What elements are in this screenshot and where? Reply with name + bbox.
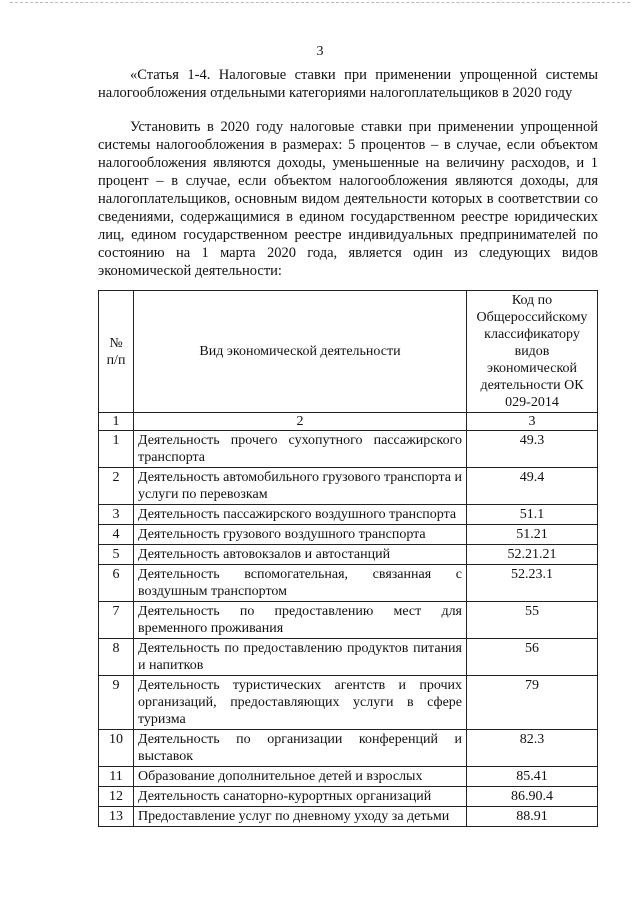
row-number: 9	[99, 676, 134, 730]
column-number: 1	[99, 413, 134, 431]
table-row	[99, 431, 598, 468]
table-row	[99, 468, 598, 505]
row-activity: Деятельность туристических агентств и прочих организаций, предоставляющих услуги в сфере туризма	[134, 676, 467, 730]
row-code: 52.21.21	[467, 545, 598, 565]
header-number: № п/п	[99, 291, 134, 413]
row-activity: Деятельность автовокзалов и автостанций	[134, 545, 467, 565]
header-activity: Вид экономической деятельности	[134, 291, 467, 413]
table-row	[99, 525, 598, 545]
row-activity: Деятельность по предоставлению продуктов питания и напитков	[134, 639, 467, 676]
row-code: 55	[467, 602, 598, 639]
row-number: 13	[99, 807, 134, 827]
row-code: 85.41	[467, 767, 598, 787]
body-paragraph: Установить в 2020 году налоговые ставки при применении упрощенной системы налогообложения в размерах: 5 процентов – в случае, если объектом налогообложения являются доходы, уменьшенные на величину расходов, и 1 процент – в случае, если объектом налогообложения являются доходы, для налогоплательщиков, основным видом деятельности которых в соответствии со сведениями, содержащимися в едином государственном реестре юридических лиц, едином государственном реестре индивидуальных предпринимателей по состоянию на 1 марта 2020 года, является один из следующих видов экономической деятельности:	[98, 119, 598, 279]
row-code: 49.4	[467, 468, 598, 505]
row-number: 10	[99, 730, 134, 767]
row-activity: Деятельность по организации конференций и выставок	[134, 730, 467, 767]
row-activity: Деятельность грузового воздушного транспорта	[134, 525, 467, 545]
table-row	[99, 807, 598, 827]
row-number: 3	[99, 505, 134, 525]
table-row	[99, 730, 598, 767]
row-activity: Деятельность пассажирского воздушного транспорта	[134, 505, 467, 525]
column-number: 3	[467, 413, 598, 431]
row-code: 88.91	[467, 807, 598, 827]
row-activity: Предоставление услуг по дневному уходу за детьми	[134, 807, 467, 827]
table-row	[99, 545, 598, 565]
table-row	[99, 787, 598, 807]
row-number: 1	[99, 431, 134, 468]
page-number: 3	[316, 44, 324, 59]
row-code: 51.1	[467, 505, 598, 525]
row-number: 2	[99, 468, 134, 505]
row-activity: Деятельность автомобильного грузового транспорта и услуги по перевозкам	[134, 468, 467, 505]
row-code: 56	[467, 639, 598, 676]
row-number: 8	[99, 639, 134, 676]
row-code: 86.90.4	[467, 787, 598, 807]
row-number: 4	[99, 525, 134, 545]
row-number: 5	[99, 545, 134, 565]
row-number: 7	[99, 602, 134, 639]
column-numbers-row	[99, 413, 598, 431]
page-top-border	[10, 2, 630, 3]
row-code: 49.3	[467, 431, 598, 468]
row-number: 11	[99, 767, 134, 787]
table-row	[99, 767, 598, 787]
row-activity: Деятельность по предоставлению мест для временного проживания	[134, 602, 467, 639]
column-number: 2	[134, 413, 467, 431]
row-code: 52.23.1	[467, 565, 598, 602]
article-title: «Статья 1-4. Налоговые ставки при применении упрощенной системы налогообложения отдельными категориями налогоплательщиков в 2020 году	[98, 67, 598, 101]
table-row	[99, 602, 598, 639]
row-activity: Деятельность санаторно-курортных организаций	[134, 787, 467, 807]
activities-table	[98, 290, 598, 827]
table-row	[99, 639, 598, 676]
table-header-row	[99, 291, 598, 413]
header-code: Код по Общероссийскому классификатору видов экономической деятельности ОК 029-2014	[467, 291, 598, 413]
row-activity: Деятельность вспомогательная, связанная с воздушным транспортом	[134, 565, 467, 602]
row-number: 6	[99, 565, 134, 602]
row-code: 79	[467, 676, 598, 730]
table-row	[99, 676, 598, 730]
table-row	[99, 565, 598, 602]
row-number: 12	[99, 787, 134, 807]
row-activity: Деятельность прочего сухопутного пассажирского транспорта	[134, 431, 467, 468]
row-activity: Образование дополнительное детей и взрослых	[134, 767, 467, 787]
table-row	[99, 505, 598, 525]
row-code: 82.3	[467, 730, 598, 767]
row-code: 51.21	[467, 525, 598, 545]
